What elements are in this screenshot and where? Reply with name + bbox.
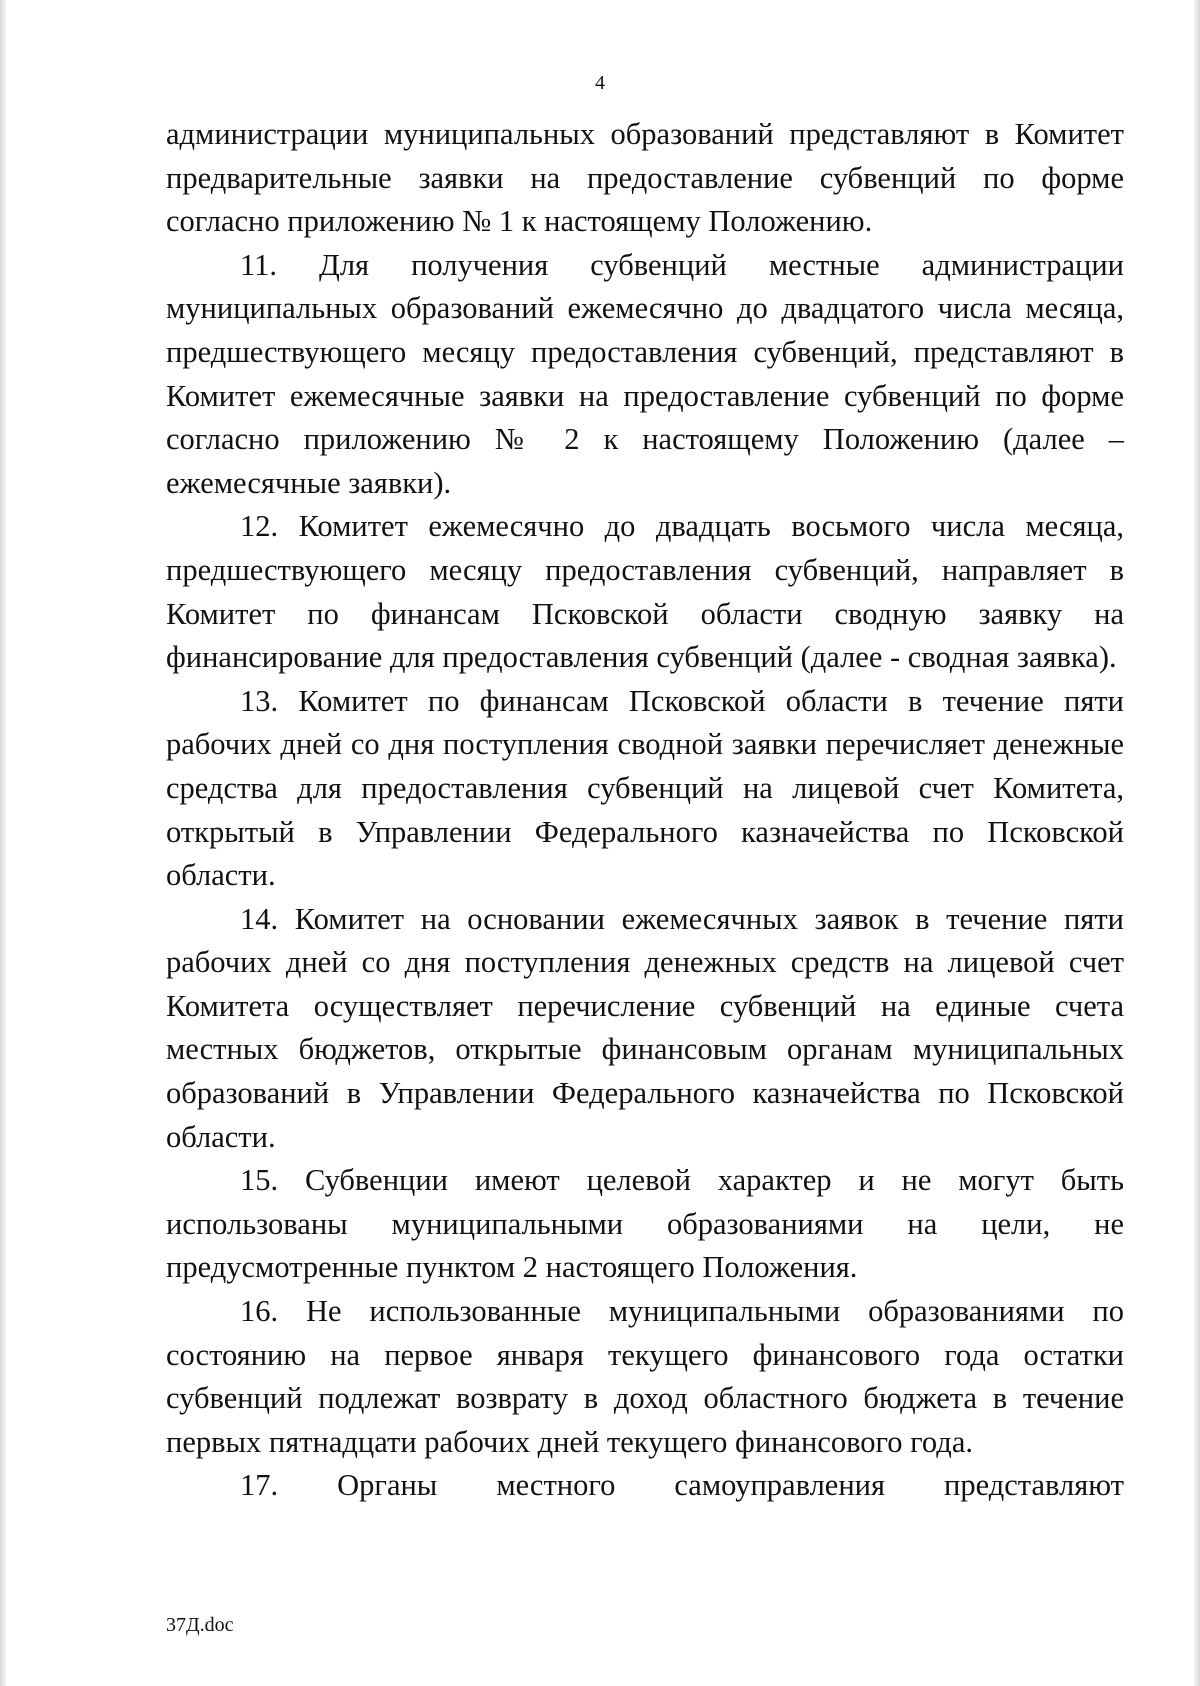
- scan-edge-right: [1194, 0, 1200, 1686]
- paragraph-11: 11. Для получения субвенций местные администрации муниципальных образований ежемесячно до двадцатого числа месяца, предшествующего месяцу предоставления субвенций, представляют в Комитет ежемесячные заявки на предоставление субвенций по форме согласно приложению № 2 к настоящему Положению (далее – ежемесячные заявки).: [166, 247, 1124, 500]
- paragraph-14: 14. Комитет на основании ежемесячных заявок в течение пяти рабочих дней со дня поступления денежных средств на лицевой счет Комитета осуществляет перечисление субвенций на единые счета местных бюджетов, открытые финансовым органам муниципальных образований в Управлении Федерального казначейства по Псковской области.: [166, 901, 1124, 1154]
- page-number: 4: [595, 72, 605, 94]
- paragraph-15: 15. Субвенции имеют целевой характер и не могут быть использованы муниципальными образованиями на цели, не предусмотренные пунктом 2 настоящего Положения.: [166, 1163, 1124, 1285]
- paragraph-12: 12. Комитет ежемесячно до двадцать восьмого числа месяца, предшествующего месяцу предоставления субвенций, направляет в Комитет по финансам Псковской области сводную заявку на финансирование для предоставления субвенций (далее - сводная заявка).: [166, 509, 1124, 675]
- paragraph-13: 13. Комитет по финансам Псковской области в течение пяти рабочих дней со дня поступления сводной заявки перечисляет денежные средства для предоставления субвенций на лицевой счет Комитета, открытый в Управлении Федерального казначейства по Псковской области.: [166, 683, 1124, 893]
- paragraph-16: 16. Не использованные муниципальными образованиями по состоянию на первое января текущего финансового года остатки субвенций подлежат возврату в доход областного бюджета в течение первых пятнадцати рабочих дней текущего финансового года.: [166, 1294, 1124, 1459]
- scan-edge-left: [0, 0, 6, 1686]
- document-body: [166, 113, 1124, 1508]
- paragraph-17: 17. Органы местного самоуправления представляют: [240, 1468, 1124, 1503]
- footer-filename: 37Д.doc: [166, 1614, 234, 1636]
- paragraph-continuation: администрации муниципальных образований представляют в Комитет предварительные заявки на предоставление субвенций по форме согласно приложению № 1 к настоящему Положению.: [166, 117, 1124, 239]
